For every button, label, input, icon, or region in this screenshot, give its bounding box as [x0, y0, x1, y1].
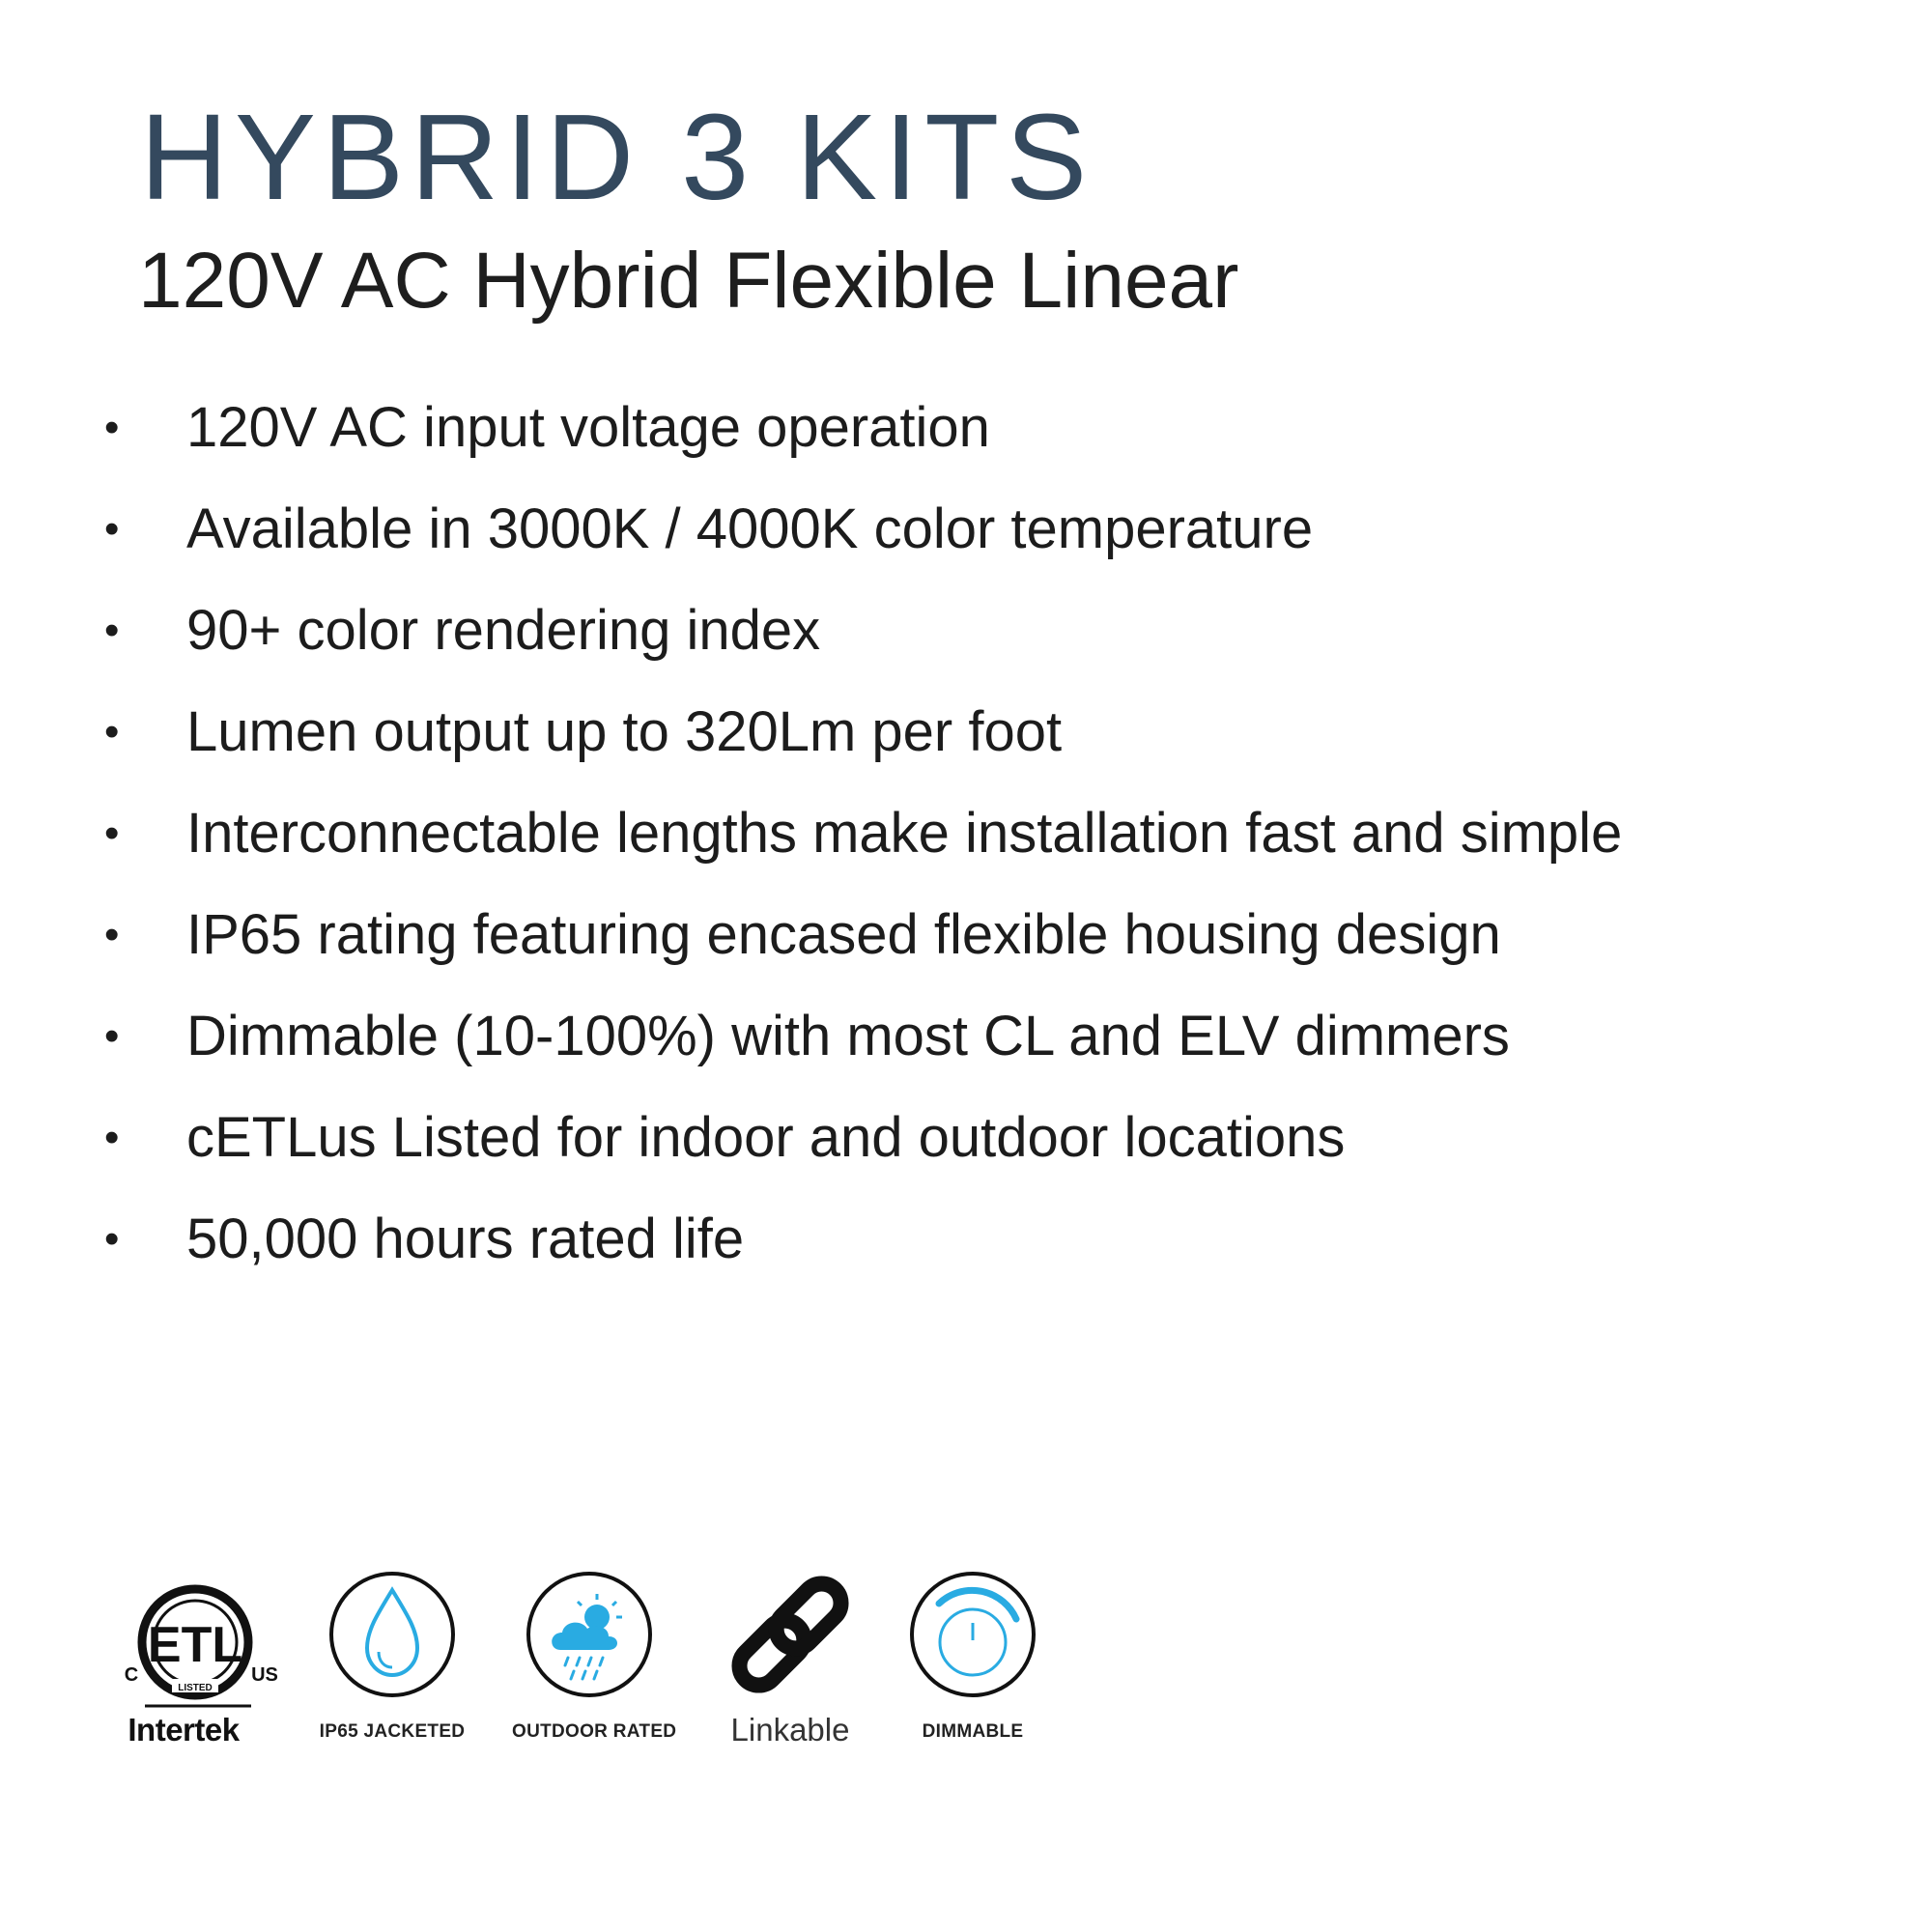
bullet-icon: • — [104, 404, 120, 451]
feature-text: IP65 rating featuring encased flexible housing design — [186, 903, 1501, 966]
water-drop-icon — [319, 1565, 466, 1710]
intertek-label: Intertek — [128, 1712, 240, 1747]
bullet-icon: • — [104, 1012, 120, 1060]
feature-item — [0, 800, 1932, 901]
dimmable-label: DIMMABLE — [922, 1721, 1024, 1742]
feature-item — [0, 698, 1932, 800]
page-subtitle: 120V AC Hybrid Flexible Linear — [138, 237, 1239, 325]
feature-item — [0, 1003, 1932, 1104]
feature-text: cETLus Listed for indoor and outdoor locations — [186, 1106, 1346, 1169]
feature-item — [0, 901, 1932, 1003]
feature-list — [0, 394, 1932, 1307]
etl-mark-text: ETL — [147, 1617, 243, 1673]
linkable-badge — [713, 1565, 867, 1758]
bullet-icon: • — [104, 1114, 120, 1161]
linkable-label: Linkable — [730, 1712, 850, 1747]
feature-text: 120V AC input voltage operation — [186, 396, 990, 459]
bullet-icon: • — [104, 607, 120, 654]
etl-left-text: C — [124, 1664, 139, 1686]
feature-text: 50,000 hours rated life — [186, 1208, 745, 1270]
etl-ring-text: LISTED — [178, 1683, 213, 1693]
page-title: HYBRID 3 KITS — [140, 89, 1094, 225]
feature-text: Interconnectable lengths make installation fast and simple — [186, 802, 1623, 865]
feature-item — [0, 1104, 1932, 1206]
bullet-icon: • — [104, 505, 120, 553]
dimmable-badge — [900, 1565, 1045, 1758]
feature-item — [0, 1206, 1932, 1307]
feature-item — [0, 597, 1932, 698]
etl-right-text: US — [251, 1664, 278, 1686]
feature-text: Dimmable (10-100%) with most CL and ELV dimmers — [186, 1005, 1510, 1067]
sun-cloud-rain-icon — [512, 1565, 667, 1710]
bullet-icon: • — [104, 1215, 120, 1263]
bullet-icon: • — [104, 708, 120, 755]
feature-text: 90+ color rendering index — [186, 599, 821, 662]
etl-listed-mark-icon — [116, 1565, 290, 1710]
dimmer-dial-icon — [900, 1565, 1045, 1710]
ip65-label: IP65 JACKETED — [319, 1721, 466, 1742]
outdoor-badge — [512, 1565, 677, 1758]
feature-item — [0, 496, 1932, 597]
feature-item — [0, 394, 1932, 496]
bullet-icon: • — [104, 911, 120, 958]
ip65-badge — [319, 1565, 466, 1758]
bullet-icon: • — [104, 810, 120, 857]
etl-badge — [116, 1565, 290, 1758]
chain-link-icon — [713, 1565, 867, 1710]
certification-badges — [0, 1565, 1159, 1758]
feature-text: Lumen output up to 320Lm per foot — [186, 700, 1063, 763]
feature-text: Available in 3000K / 4000K color temperature — [186, 497, 1314, 560]
outdoor-label: OUTDOOR RATED — [512, 1721, 677, 1742]
